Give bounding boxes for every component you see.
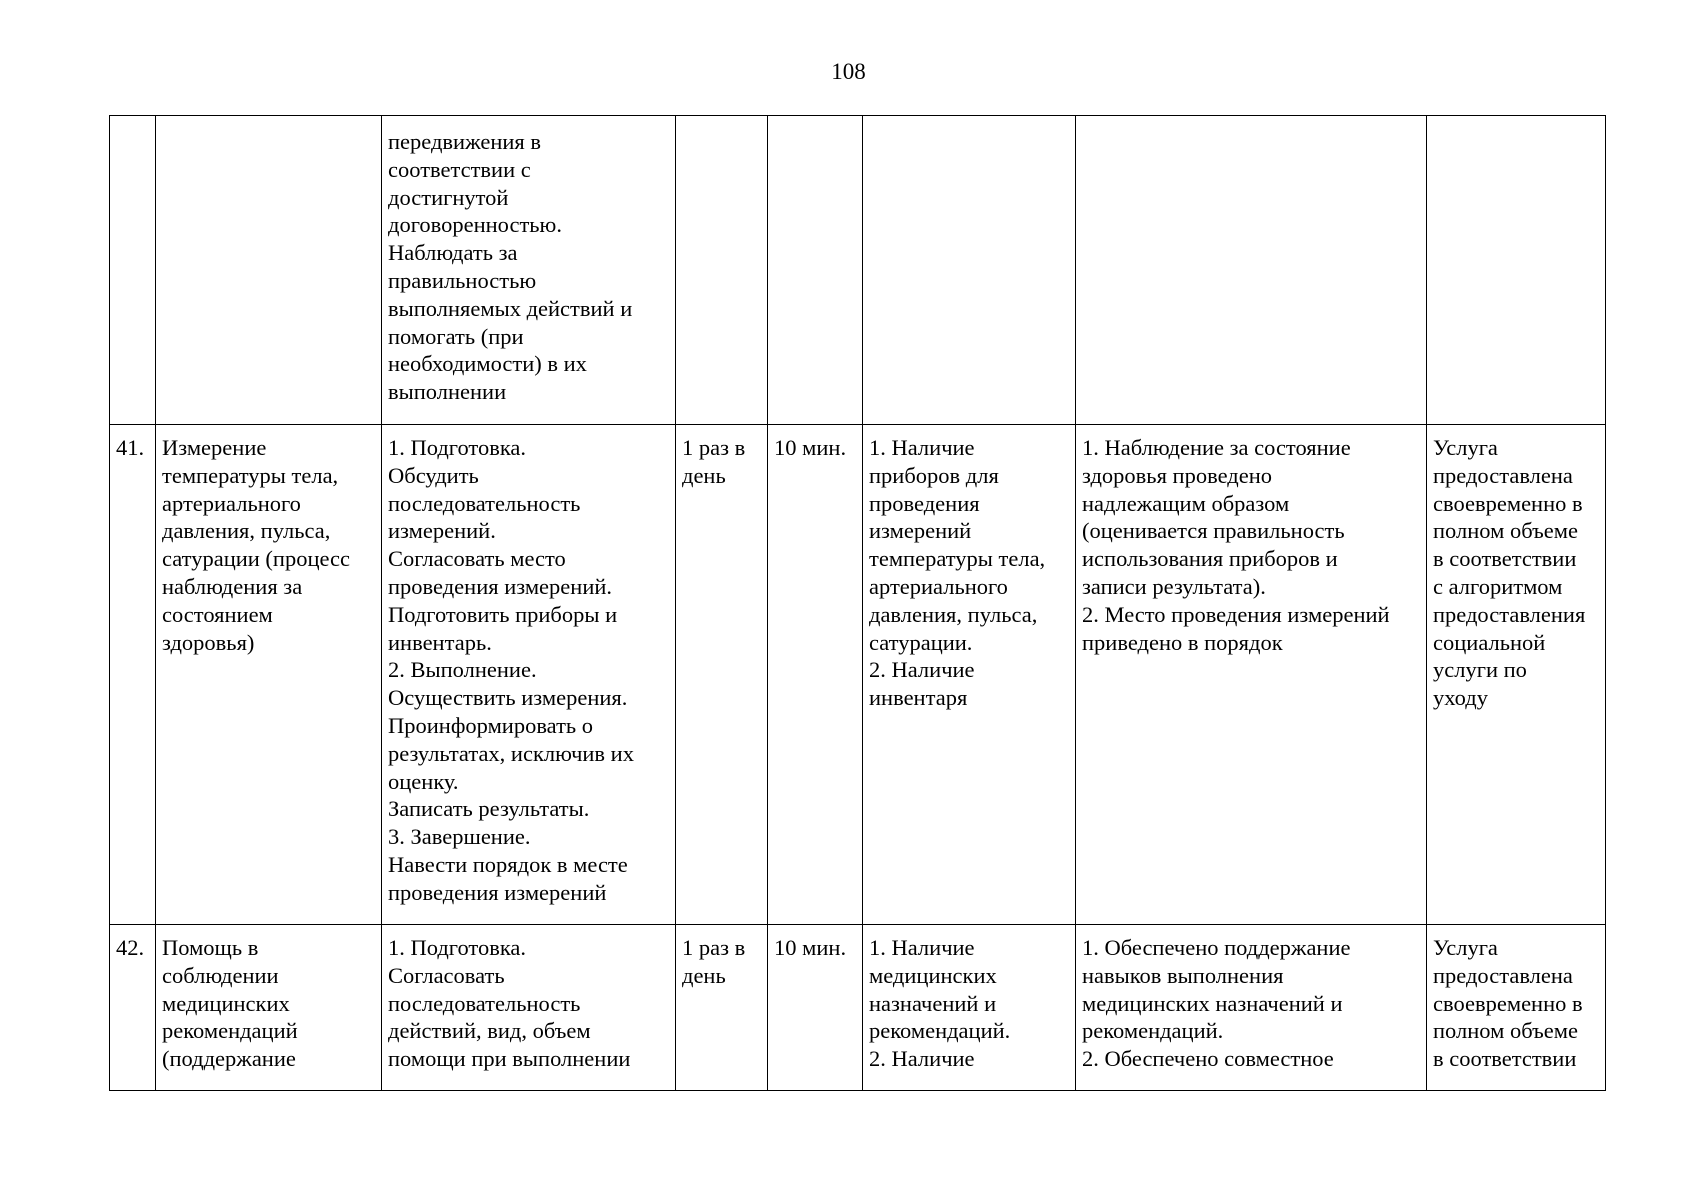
service-steps-cell: 1. Подготовка. Обсудить последовательность измерений. Согласовать место проведения измерений. Подготовить приборы и инвентарь. 2. Выполнение. Осуществить измерения. Проинформировать о результатах, исключив их оценку. Записать результаты. 3. Завершение. Навести порядок в месте проведения измерений: [382, 425, 676, 925]
service-name-cell: Помощь в соблюдении медицинских рекомендаций (поддержание: [156, 925, 382, 1091]
result-cell: 1. Обеспечено поддержание навыков выполнения медицинских назначений и рекомендаций. 2. Обеспечено совместное: [1076, 925, 1427, 1091]
quality-cell: [1427, 116, 1606, 425]
frequency-cell: 1 раз в день: [676, 425, 768, 925]
quality-cell: Услуга предоставлена своевременно в полном объеме в соответствии с алгоритмом предоставления социальной услуги по уходу: [1427, 425, 1606, 925]
row-number-cell: [110, 116, 156, 425]
conditions-cell: 1. Наличие медицинских назначений и рекомендаций. 2. Наличие: [863, 925, 1076, 1091]
services-table: [109, 115, 1606, 1091]
duration-cell: [768, 116, 863, 425]
frequency-cell: [676, 116, 768, 425]
conditions-cell: [863, 116, 1076, 425]
row-number-cell: 42.: [110, 925, 156, 1091]
result-cell: 1. Наблюдение за состояние здоровья проведено надлежащим образом (оценивается правильность использования приборов и записи результата). 2. Место проведения измерений приведено в порядок: [1076, 425, 1427, 925]
table-row: [110, 116, 1606, 425]
service-steps-cell: 1. Подготовка. Согласовать последовательность действий, вид, объем помощи при выполнении: [382, 925, 676, 1091]
service-steps-cell: передвижения в соответствии с достигнутой договоренностью. Наблюдать за правильностью выполняемых действий и помогать (при необходимости) в их выполнении: [382, 116, 676, 425]
service-name-cell: [156, 116, 382, 425]
frequency-cell: 1 раз в день: [676, 925, 768, 1091]
page-number: 108: [831, 59, 866, 84]
row-number-cell: 41.: [110, 425, 156, 925]
quality-cell: Услуга предоставлена своевременно в полном объеме в соответствии: [1427, 925, 1606, 1091]
conditions-cell: 1. Наличие приборов для проведения измерений температуры тела, артериального давления, пульса, сатурации. 2. Наличие инвентаря: [863, 425, 1076, 925]
duration-cell: 10 мин.: [768, 925, 863, 1091]
duration-cell: 10 мин.: [768, 425, 863, 925]
table-row: [110, 925, 1606, 1091]
result-cell: [1076, 116, 1427, 425]
service-name-cell: Измерение температуры тела, артериального давления, пульса, сатурации (процесс наблюдения за состоянием здоровья): [156, 425, 382, 925]
table-row: [110, 425, 1606, 925]
